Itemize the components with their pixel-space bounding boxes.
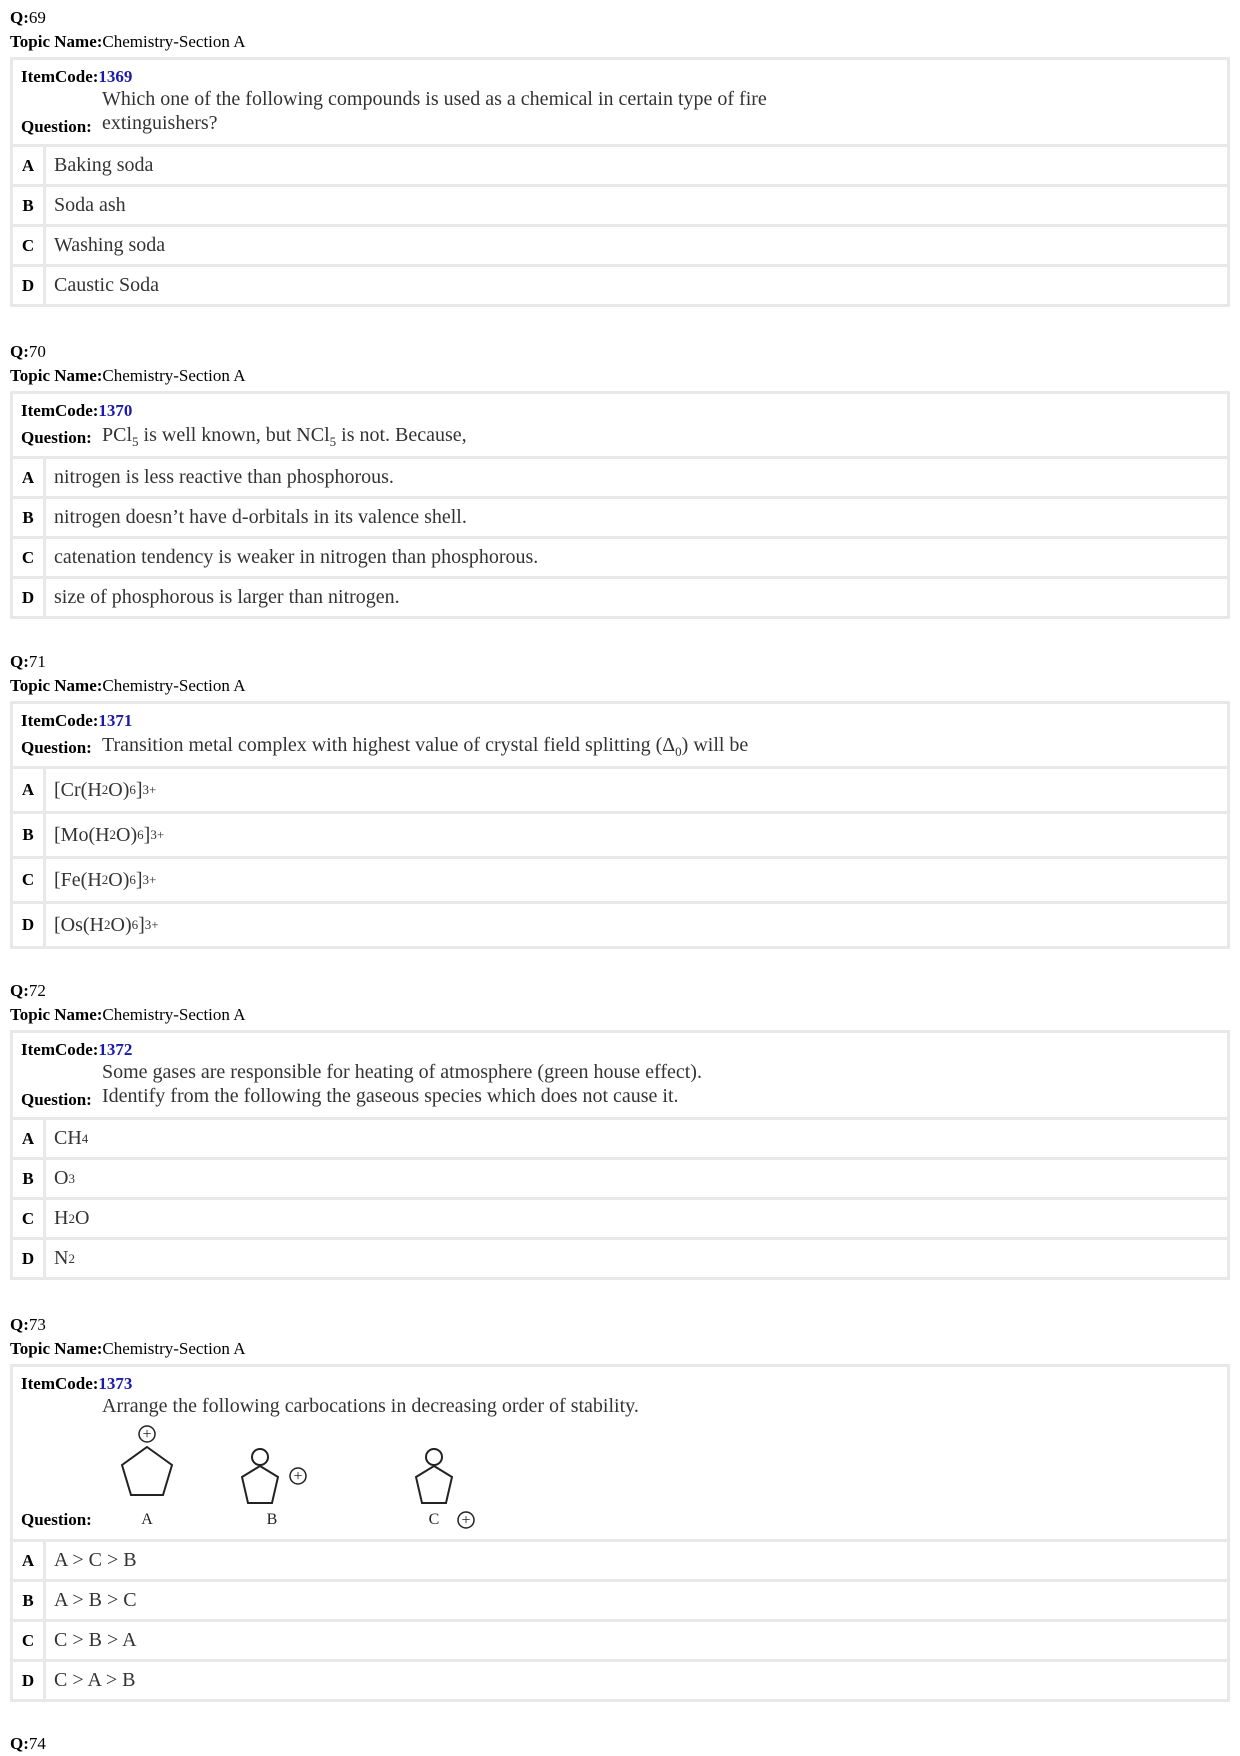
option-letter: C [13, 227, 46, 264]
question-label: Question: [21, 1510, 92, 1529]
option-row[interactable] [13, 579, 1227, 616]
option-text: C > B > A [54, 1629, 137, 1651]
question-number: Q:69 [10, 8, 46, 27]
structure-b-ring [242, 1466, 278, 1503]
topic-name: Topic Name:Chemistry-Section A [10, 1339, 246, 1358]
item-code: ItemCode:1373 [21, 1374, 133, 1393]
question-label: Question: [21, 428, 92, 447]
structure-label-a: A [141, 1511, 153, 1528]
option-row[interactable] [13, 1160, 1227, 1200]
option-text: nitrogen doesn’t have d-orbitals in its valence shell. [54, 506, 467, 528]
question-block [10, 979, 1230, 1280]
option-row[interactable] [13, 147, 1227, 187]
option-letter: B [13, 1582, 46, 1619]
option-letter: B [13, 814, 46, 856]
option-row[interactable] [13, 227, 1227, 267]
item-code: ItemCode:1370 [21, 401, 133, 420]
item-code: ItemCode:1369 [21, 67, 133, 86]
option-text: CH 4 [54, 1127, 89, 1149]
item-code: ItemCode:1371 [21, 711, 133, 730]
option-text: [Mo(H 2 O) 6 ] 3+ [54, 823, 165, 846]
topic-name: Topic Name:Chemistry-Section A [10, 1005, 246, 1024]
charge-symbol: + [461, 1512, 471, 1529]
question-label: Question: [21, 738, 92, 757]
item-code: ItemCode:1372 [21, 1040, 133, 1059]
carbocation-structures [102, 1419, 502, 1539]
question-row [13, 1367, 1227, 1542]
question-number: Q:72 [10, 981, 46, 1000]
question-block [10, 650, 1230, 949]
question-text: Transition metal complex with highest value of crystal field splitting $(\Delta_0)$ will be [102, 734, 749, 759]
question-number: Q:70 [10, 342, 46, 361]
option-row[interactable] [13, 499, 1227, 539]
question-box [10, 1030, 1230, 1280]
structure-c-oxygen [426, 1449, 442, 1465]
question-row [13, 394, 1227, 459]
option-letter: A [13, 1542, 46, 1579]
option-text: Soda ash [54, 194, 126, 216]
question-block [10, 340, 1230, 619]
option-text: [Cr(H 2 O) 6 ] 3+ [54, 778, 157, 801]
question-label: Question: [21, 1090, 92, 1109]
option-row[interactable] [13, 904, 1227, 946]
option-letter: C [13, 539, 46, 576]
structure-label-c: C [428, 1511, 440, 1528]
question-number: Q:73 [10, 1315, 46, 1334]
option-text: size of phosphorous is larger than nitrogen. [54, 586, 400, 608]
question-box [10, 57, 1230, 307]
question-box [10, 701, 1230, 949]
question-text: PCl$_5$ is well known, but NCl$_5$ is not. Because, [102, 424, 467, 449]
option-letter: A [13, 147, 46, 184]
charge-symbol: + [293, 1468, 303, 1485]
question-block [10, 1313, 1230, 1702]
option-row[interactable] [13, 859, 1227, 904]
option-row[interactable] [13, 187, 1227, 227]
topic-name: Topic Name:Chemistry-Section A [10, 676, 246, 695]
question-number: Q:74 [10, 1734, 46, 1753]
option-text: A > C > B [54, 1549, 137, 1571]
option-letter: C [13, 859, 46, 901]
option-row[interactable] [13, 1582, 1227, 1622]
option-row[interactable] [13, 1200, 1227, 1240]
option-text: H 2 O [54, 1207, 90, 1229]
question-label: Question: [21, 117, 92, 136]
question-box [10, 1364, 1230, 1702]
option-row[interactable] [13, 1542, 1227, 1582]
charge-symbol: + [142, 1426, 152, 1443]
option-row[interactable] [13, 459, 1227, 499]
structure-c-ring [416, 1466, 452, 1503]
option-letter: D [13, 1662, 46, 1699]
option-row[interactable] [13, 1622, 1227, 1662]
question-row [13, 1033, 1227, 1120]
question-box [10, 391, 1230, 619]
option-letter: C [13, 1622, 46, 1659]
option-text: nitrogen is less reactive than phosphorous. [54, 466, 394, 488]
option-text: Baking soda [54, 154, 154, 176]
topic-name: Topic Name:Chemistry-Section A [10, 366, 246, 385]
option-text: N 2 [54, 1247, 75, 1269]
option-letter: D [13, 267, 46, 304]
option-text: C > A > B [54, 1669, 136, 1691]
option-text: [Os(H 2 O) 6 ] 3+ [54, 913, 159, 936]
question-block [10, 6, 1230, 307]
option-letter: A [13, 459, 46, 496]
option-text: [Fe(H 2 O) 6 ] 3+ [54, 868, 157, 891]
question-text-line: Which one of the following compounds is used as a chemical in certain type of fire [102, 88, 767, 110]
question-text-line: Identify from the following the gaseous species which does not cause it. [102, 1085, 679, 1107]
topic-name: Topic Name:Chemistry-Section A [10, 32, 246, 51]
structure-label-b: B [266, 1511, 278, 1528]
option-row[interactable] [13, 1240, 1227, 1277]
option-text: Washing soda [54, 234, 166, 256]
option-row[interactable] [13, 267, 1227, 304]
option-letter: B [13, 499, 46, 536]
option-row[interactable] [13, 1120, 1227, 1160]
option-letter: D [13, 579, 46, 616]
option-text: O 3 [54, 1167, 75, 1189]
option-letter: A [13, 1120, 46, 1157]
option-letter: B [13, 187, 46, 224]
question-row [13, 704, 1227, 769]
structure-b-oxygen [252, 1449, 268, 1465]
option-letter: D [13, 904, 46, 946]
option-row[interactable] [13, 539, 1227, 579]
structure-a-ring [122, 1447, 172, 1495]
question-block [10, 1732, 1230, 1756]
option-text: catenation tendency is weaker in nitrogen than phosphorous. [54, 546, 539, 568]
option-letter: C [13, 1200, 46, 1237]
option-row[interactable] [13, 1662, 1227, 1699]
option-text: Caustic Soda [54, 274, 159, 296]
question-row [13, 60, 1227, 147]
option-text: A > B > C [54, 1589, 137, 1611]
option-letter: D [13, 1240, 46, 1277]
option-letter: B [13, 1160, 46, 1197]
option-row[interactable] [13, 814, 1227, 859]
question-text-line: extinguishers? [102, 112, 218, 134]
question-number: Q:71 [10, 652, 46, 671]
option-letter: A [13, 769, 46, 811]
option-row[interactable] [13, 769, 1227, 814]
question-text: Arrange the following carbocations in decreasing order of stability. [102, 1395, 639, 1417]
question-text-line: Some gases are responsible for heating of atmosphere (green house effect). [102, 1061, 702, 1083]
